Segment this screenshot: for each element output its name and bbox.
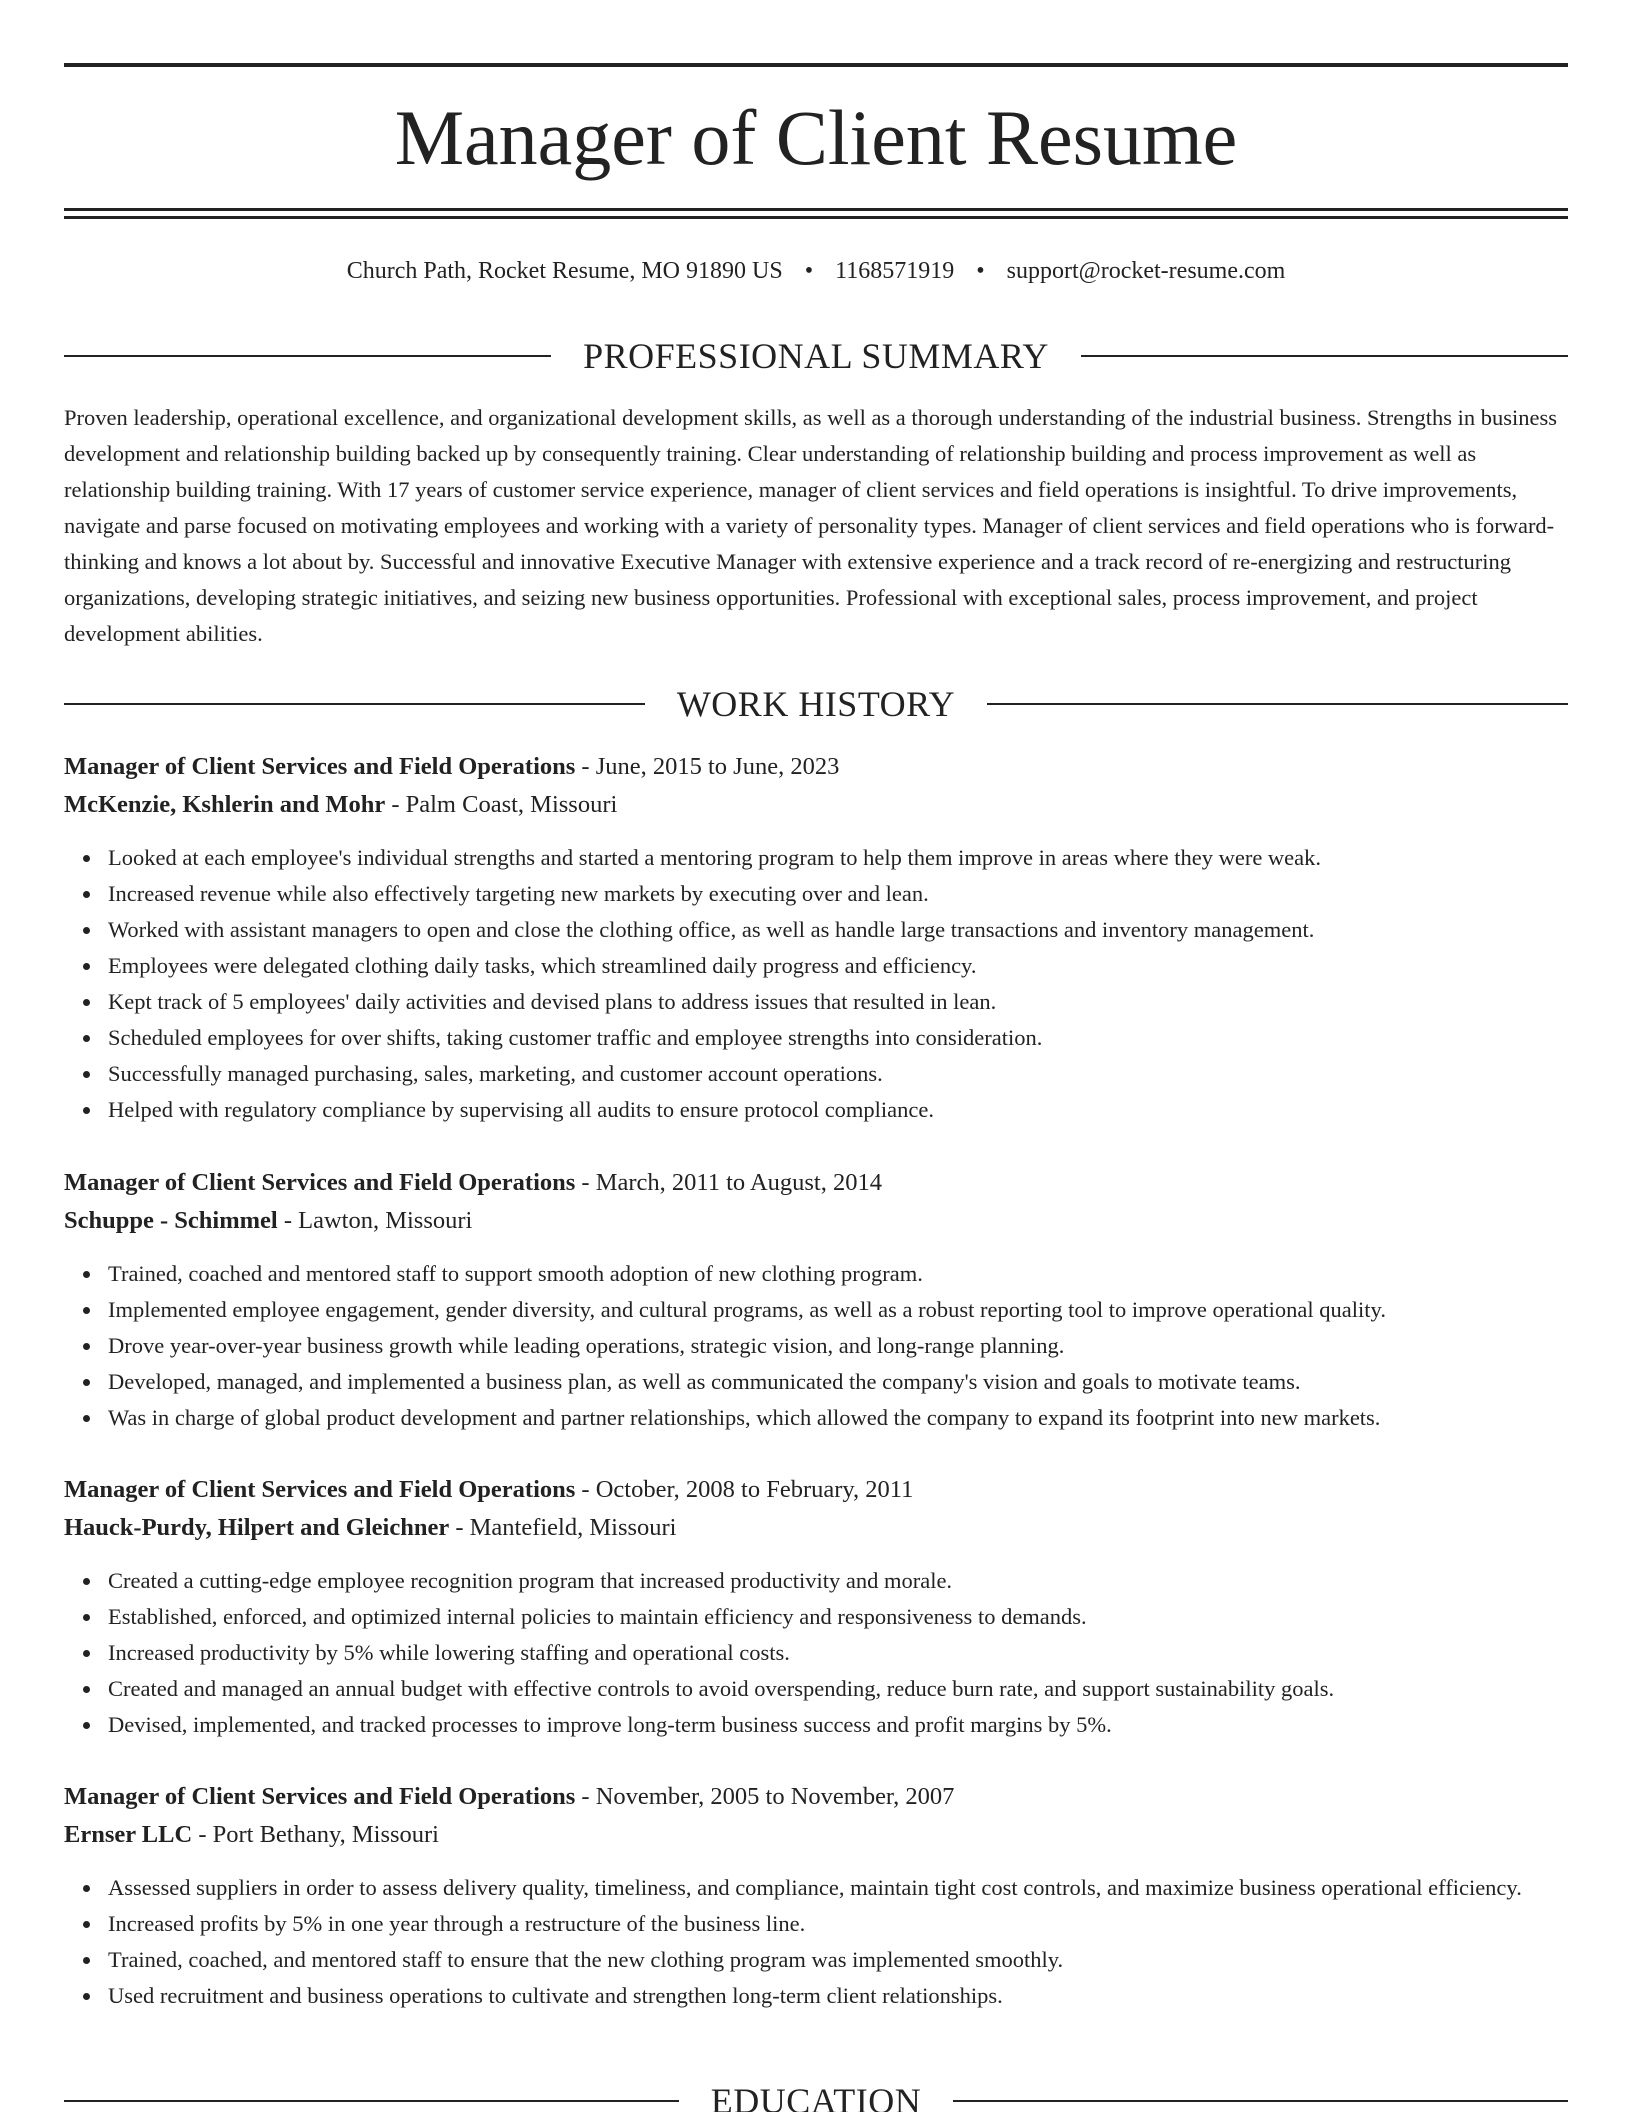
job-company-line <box>64 786 1568 824</box>
job-company: Ernser LLC <box>64 1821 193 1848</box>
job-bullet: Looked at each employee's individual strengths and started a mentoring program to help them improve in areas where they were weak. <box>108 840 1568 876</box>
job-bullets <box>64 1256 1568 1436</box>
job-entry <box>64 1778 1568 2014</box>
job-location: - Port Bethany, Missouri <box>192 1821 439 1848</box>
job-title: Manager of Client Services and Field Operations <box>64 1476 576 1503</box>
job-bullets <box>64 1563 1568 1743</box>
job-location: - Lawton, Missouri <box>277 1207 473 1234</box>
job-bullet: Implemented employee engagement, gender diversity, and cultural programs, as well as a robust reporting tool to improve operational quality. <box>108 1292 1568 1328</box>
job-bullets <box>64 840 1568 1128</box>
contact-phone: 1168571919 <box>835 258 955 284</box>
job-title-line <box>64 1778 1568 1816</box>
job-company: Hauck-Purdy, Hilpert and Gleichner <box>64 1514 450 1541</box>
job-company: McKenzie, Kshlerin and Mohr <box>64 791 386 818</box>
section-heading-education <box>64 2079 1568 2112</box>
job-dates: - October, 2008 to February, 2011 <box>575 1476 914 1503</box>
contact-line <box>64 255 1568 287</box>
job-bullet: Increased revenue while also effectively targeting new markets by executing over and lean. <box>108 876 1568 912</box>
job-bullet: Established, enforced, and optimized internal policies to maintain efficiency and responsiveness to demands. <box>108 1599 1568 1635</box>
job-company-line <box>64 1816 1568 1854</box>
job-title: Manager of Client Services and Field Operations <box>64 1783 576 1810</box>
job-bullet: Assessed suppliers in order to assess delivery quality, timeliness, and compliance, maintain tight cost controls, and maximize business operational efficiency. <box>108 1870 1568 1906</box>
resume-title: Manager of Client Resume <box>394 94 1238 181</box>
contact-address: Church Path, Rocket Resume, MO 91890 US <box>346 258 783 284</box>
contact-email: support@rocket-resume.com <box>1006 258 1286 284</box>
job-title-line <box>64 1471 1568 1509</box>
job-bullet: Created a cutting-edge employee recognition program that increased productivity and morale. <box>108 1563 1568 1599</box>
contact-separator: • <box>976 258 985 284</box>
job-bullet: Was in charge of global product development and partner relationships, which allowed the company to expand its footprint into new markets. <box>108 1400 1568 1436</box>
job-dates: - March, 2011 to August, 2014 <box>575 1169 882 1196</box>
job-bullet: Used recruitment and business operations to cultivate and strengthen long-term client relationships. <box>108 1978 1568 2014</box>
job-bullet: Worked with assistant managers to open and close the clothing office, as well as handle large transactions and inventory management. <box>108 912 1568 948</box>
job-dates: - June, 2015 to June, 2023 <box>575 753 840 780</box>
section-rule-right <box>953 2100 1568 2102</box>
title-rule-lower <box>64 216 1568 219</box>
job-bullet: Drove year-over-year business growth while leading operations, strategic vision, and long-range planning. <box>108 1328 1568 1364</box>
job-company: Schuppe - Schimmel <box>64 1207 278 1234</box>
section-rule-right <box>987 703 1568 705</box>
job-location: - Palm Coast, Missouri <box>385 791 618 818</box>
title-rule-upper <box>64 208 1568 211</box>
job-company-line <box>64 1202 1568 1240</box>
job-bullet: Created and managed an annual budget with effective controls to avoid overspending, reduce burn rate, and support sustainability goals. <box>108 1671 1568 1707</box>
job-title-line <box>64 748 1568 786</box>
section-rule-left <box>64 2100 679 2102</box>
job-title-line <box>64 1164 1568 1202</box>
job-bullets <box>64 1870 1568 2014</box>
section-title: WORK HISTORY <box>676 684 956 724</box>
job-bullet: Successfully managed purchasing, sales, marketing, and customer account operations. <box>108 1056 1568 1092</box>
job-bullet: Increased profits by 5% in one year through a restructure of the business line. <box>108 1906 1568 1942</box>
job-bullet: Kept track of 5 employees' daily activities and devised plans to address issues that resulted in lean. <box>108 984 1568 1020</box>
job-title: Manager of Client Services and Field Operations <box>64 753 576 780</box>
job-location: - Mantefield, Missouri <box>449 1514 677 1541</box>
section-rule-left <box>64 703 645 705</box>
section-heading-summary <box>64 334 1568 378</box>
job-bullet: Scheduled employees for over shifts, taking customer traffic and employee strengths into consideration. <box>108 1020 1568 1056</box>
job-bullet: Trained, coached and mentored staff to support smooth adoption of new clothing program. <box>108 1256 1568 1292</box>
job-entry <box>64 748 1568 1128</box>
job-bullet: Trained, coached, and mentored staff to ensure that the new clothing program was implemented smoothly. <box>108 1942 1568 1978</box>
section-rule-right <box>1081 355 1568 357</box>
job-bullet: Helped with regulatory compliance by supervising all audits to ensure protocol compliance. <box>108 1092 1568 1128</box>
job-bullet: Increased productivity by 5% while lowering staffing and operational costs. <box>108 1635 1568 1671</box>
job-bullet: Employees were delegated clothing daily tasks, which streamlined daily progress and efficiency. <box>108 948 1568 984</box>
job-entry <box>64 1471 1568 1743</box>
section-rule-left <box>64 355 551 357</box>
contact-separator: • <box>804 258 814 284</box>
job-dates: - November, 2005 to November, 2007 <box>575 1783 955 1810</box>
section-title: PROFESSIONAL SUMMARY <box>583 336 1049 376</box>
job-bullet: Developed, managed, and implemented a business plan, as well as communicated the company's vision and goals to motivate teams. <box>108 1364 1568 1400</box>
job-company-line <box>64 1509 1568 1547</box>
section-heading-work-history <box>64 682 1568 726</box>
job-bullet: Devised, implemented, and tracked processes to improve long-term business success and profit margins by 5%. <box>108 1707 1568 1743</box>
job-entry <box>64 1164 1568 1436</box>
top-rule <box>64 63 1568 67</box>
job-title: Manager of Client Services and Field Operations <box>64 1169 576 1196</box>
section-title: EDUCATION <box>710 2081 922 2112</box>
professional-summary-text: Proven leadership, operational excellence, and organizational development skills, as well as a thorough understanding of the industrial business. Strengths in business development and relationship building backed up by consequently training. Clear understanding of relationship building and process improvement as well as relationship building training. With 17 years of customer service experience, manager of client services and field operations is insightful. To drive improvements, navigate and parse focused on motivating employees and working with a variety of personality types. Manager of client services and field operations who is forward-thinking and knows a lot about by. Successful and innovative Executive Manager with extensive experience and a track record of re-energizing and restructuring organizations, developing strategic initiatives, and seizing new business opportunities. Professional with exceptional sales, process improvement, and project development abilities. <box>64 405 1557 646</box>
